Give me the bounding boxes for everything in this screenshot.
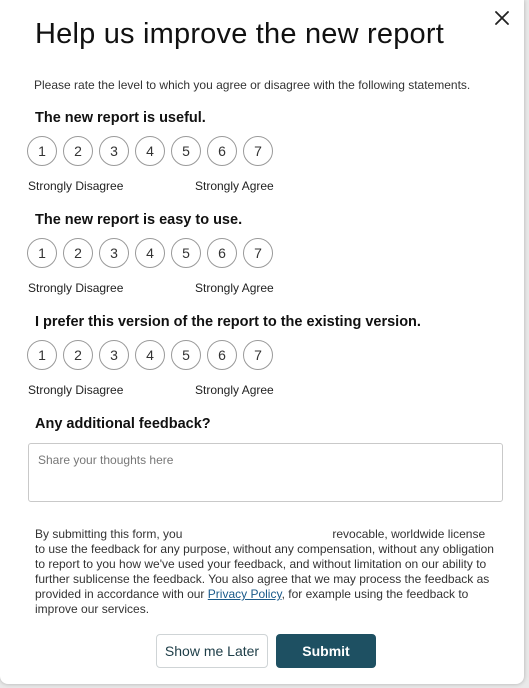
rating-option-3[interactable]: 3 (99, 136, 129, 166)
rating-option-3[interactable]: 3 (99, 340, 129, 370)
rating-option-3[interactable]: 3 (99, 238, 129, 268)
modal-title: Help us improve the new report (35, 18, 444, 50)
rating-option-5[interactable]: 5 (171, 136, 201, 166)
rating-option-6[interactable]: 6 (207, 340, 237, 370)
rating-option-1[interactable]: 1 (27, 136, 57, 166)
close-icon[interactable] (490, 6, 514, 30)
legal-text-part2: revocable, worldwide license to use the feedback for any purpose, without any compensation, without any obligation to report to you how we've used your feedback, and without limitation on our ability to further sublicense the feedback. You also agree that we may process the feedback as provided in accordance with our (35, 527, 494, 601)
question-label: The new report is easy to use. (35, 212, 243, 228)
question-label: I prefer this version of the report to the existing version. (35, 314, 421, 330)
legal-text (35, 527, 495, 617)
legal-redaction (182, 529, 332, 541)
strongly-disagree-label: Strongly Disagree (28, 281, 124, 295)
rating-option-6[interactable]: 6 (207, 136, 237, 166)
rating-option-4[interactable]: 4 (135, 340, 165, 370)
rating-option-2[interactable]: 2 (63, 340, 93, 370)
rating-option-1[interactable]: 1 (27, 340, 57, 370)
rating-option-2[interactable]: 2 (63, 238, 93, 268)
rating-option-4[interactable]: 4 (135, 238, 165, 268)
strongly-agree-label: Strongly Agree (195, 281, 274, 295)
rating-option-6[interactable]: 6 (207, 238, 237, 268)
strongly-disagree-label: Strongly Disagree (28, 383, 124, 397)
feedback-textarea[interactable] (28, 443, 503, 502)
strongly-agree-label: Strongly Agree (195, 383, 274, 397)
rating-scale (27, 340, 273, 370)
rating-option-7[interactable]: 7 (243, 340, 273, 370)
rating-option-1[interactable]: 1 (27, 238, 57, 268)
rating-option-7[interactable]: 7 (243, 136, 273, 166)
intro-text: Please rate the level to which you agree or disagree with the following statements. (34, 78, 471, 92)
rating-option-7[interactable]: 7 (243, 238, 273, 268)
submit-button[interactable]: Submit (276, 634, 376, 668)
rating-option-5[interactable]: 5 (171, 340, 201, 370)
rating-option-2[interactable]: 2 (63, 136, 93, 166)
rating-scale (27, 238, 273, 268)
strongly-agree-label: Strongly Agree (195, 179, 274, 193)
show-me-later-button[interactable]: Show me Later (156, 634, 268, 668)
rating-scale (27, 136, 273, 166)
privacy-policy-link[interactable]: Privacy Policy (207, 587, 282, 601)
feedback-label: Any additional feedback? (35, 416, 211, 432)
legal-text-part1: By submitting this form, you (35, 527, 183, 541)
question-label: The new report is useful. (35, 110, 206, 126)
legal-text-part3: , for example using the feedback to improve our services. (35, 587, 469, 616)
rating-option-4[interactable]: 4 (135, 136, 165, 166)
rating-option-5[interactable]: 5 (171, 238, 201, 268)
strongly-disagree-label: Strongly Disagree (28, 179, 124, 193)
